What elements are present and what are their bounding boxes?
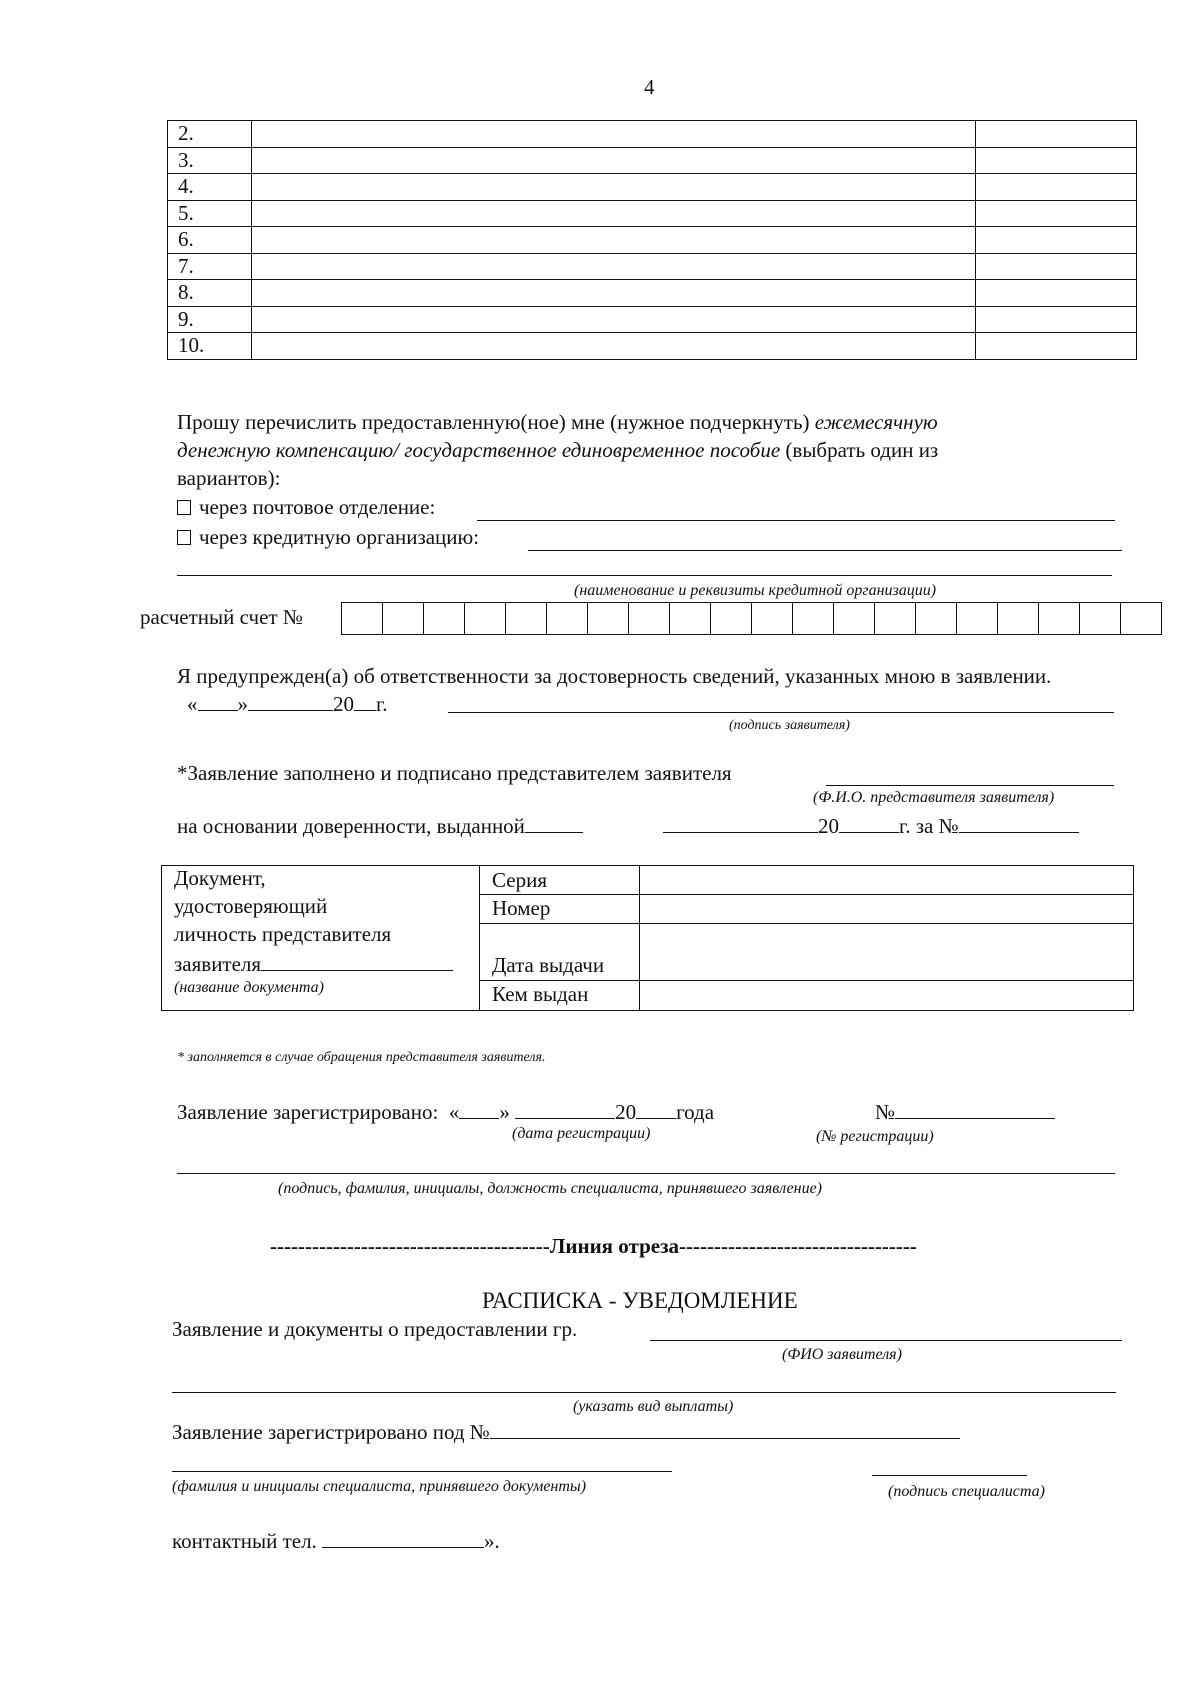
bank-checkbox[interactable] (177, 530, 191, 545)
row-description-cell[interactable] (252, 147, 976, 174)
account-digit-box[interactable] (383, 603, 424, 634)
row-value-cell[interactable] (976, 280, 1137, 307)
row-number: 6. (168, 227, 252, 254)
row-description-cell[interactable] (252, 306, 976, 333)
table-row (168, 333, 1137, 360)
specialist-name-line[interactable] (172, 1471, 672, 1472)
date-caption: (дата регистрации) (512, 1125, 651, 1142)
row-description-cell[interactable] (252, 174, 976, 201)
applicant-name-line[interactable] (650, 1340, 1122, 1341)
specialist-signature-line[interactable] (872, 1475, 1027, 1476)
row-description-cell[interactable] (252, 280, 976, 307)
row-value-cell[interactable] (976, 333, 1137, 360)
row-description-cell[interactable] (252, 121, 976, 148)
account-digit-box[interactable] (834, 603, 875, 634)
account-digit-box[interactable] (875, 603, 916, 634)
row-description-cell[interactable] (252, 333, 976, 360)
request-line-3: вариантов): (177, 466, 281, 490)
account-digit-box[interactable] (1039, 603, 1080, 634)
account-digit-box[interactable] (547, 603, 588, 634)
account-digit-box[interactable] (752, 603, 793, 634)
row-description-cell[interactable] (252, 227, 976, 254)
receipt-registered[interactable]: Заявление зарегистрировано под № (172, 1418, 960, 1445)
reg-number-caption: (№ регистрации) (816, 1128, 934, 1145)
account-digit-box[interactable] (711, 603, 752, 634)
account-digit-box[interactable] (793, 603, 834, 634)
issued-by-label: Кем выдан (492, 982, 589, 1006)
account-digit-box[interactable] (342, 603, 383, 634)
row-value-cell[interactable] (976, 253, 1137, 280)
receipt-fio-caption: (ФИО заявителя) (782, 1346, 902, 1363)
row-number: 4. (168, 174, 252, 201)
issue-date-label: Дата выдачи (492, 953, 605, 977)
row-number: 3. (168, 147, 252, 174)
row-number: 8. (168, 280, 252, 307)
contact-phone[interactable]: контактный тел. ». (172, 1529, 500, 1553)
row-value-cell[interactable] (976, 200, 1137, 227)
warning-text: Я предупрежден(а) об ответственности за достоверность сведений, указанных мною в заявлении. (177, 664, 1052, 688)
table-row (168, 121, 1137, 148)
footnote: * заполняется в случае обращения представителя заявителя. (177, 1050, 546, 1065)
row-description-cell[interactable] (252, 200, 976, 227)
signature-caption: (подпись заявителя) (729, 718, 850, 733)
doc-left-line-4: заявителя (174, 950, 453, 977)
receipt-specialist-caption: (фамилия и инициалы специалиста, принявшего документы) (172, 1478, 587, 1495)
doc-left-line-3: личность представителя (174, 922, 392, 946)
table-row (168, 147, 1137, 174)
option-post[interactable]: через почтовое отделение: (177, 495, 435, 520)
row-number: 2. (168, 121, 252, 148)
post-checkbox[interactable] (177, 500, 191, 515)
cut-line: ----------------------------------------Линия отреза---------------------------------- (270, 1234, 917, 1258)
table-row (168, 306, 1137, 333)
account-digit-box[interactable] (1080, 603, 1121, 634)
document-fields (480, 866, 640, 1010)
receipt-title: РАСПИСКА - УВЕДОМЛЕНИЕ (482, 1288, 798, 1313)
request-line-1: Прошу перечислить предоставленную(ное) мне (нужное подчеркнуть) ежемесячную (177, 410, 938, 434)
doc-left-line-1: Документ, (174, 866, 266, 890)
table-row (168, 253, 1137, 280)
representative-fio-line[interactable] (826, 785, 1114, 786)
account-digit-box[interactable] (506, 603, 547, 634)
row-number: 10. (168, 333, 252, 360)
specialist-line[interactable] (177, 1173, 1115, 1174)
account-digit-box[interactable] (998, 603, 1039, 634)
fio-caption: (Ф.И.О. представителя заявителя) (813, 789, 1055, 806)
account-digit-box[interactable] (588, 603, 629, 634)
bank-caption: (наименование и реквизиты кредитной организации) (574, 582, 937, 599)
account-digit-box[interactable] (1121, 603, 1162, 634)
receipt-signature-caption: (подпись специалиста) (888, 1483, 1045, 1500)
account-digit-box[interactable] (424, 603, 465, 634)
doc-left-line-2: удостоверяющий (174, 894, 328, 918)
table-row (168, 280, 1137, 307)
document-type-cell (162, 866, 480, 1010)
representative-text: *Заявление заполнено и подписано представителем заявителя (177, 761, 732, 785)
proxy-text: на основании доверенности, выданной (177, 812, 583, 839)
account-digit-box[interactable] (465, 603, 506, 634)
row-value-cell[interactable] (976, 121, 1137, 148)
account-digit-box[interactable] (670, 603, 711, 634)
receipt-line-1: Заявление и документы о предоставлении гр. (172, 1317, 578, 1341)
row-value-cell[interactable] (976, 147, 1137, 174)
row-description-cell[interactable] (252, 253, 976, 280)
bank-line[interactable] (528, 550, 1122, 551)
doc-name-caption: (название документа) (174, 979, 324, 996)
account-number-boxes[interactable] (341, 602, 1162, 635)
account-label: расчетный счет № (140, 605, 303, 629)
specialist-caption: (подпись, фамилия, инициалы, должность специалиста, принявшего заявление) (278, 1180, 822, 1197)
row-number: 7. (168, 253, 252, 280)
row-value-cell[interactable] (976, 306, 1137, 333)
items-table (167, 120, 1137, 360)
account-digit-box[interactable] (916, 603, 957, 634)
registration-line[interactable]: Заявление зарегистрировано: « » 20 года (177, 1100, 715, 1124)
registration-number[interactable]: № (875, 1098, 1055, 1125)
account-digit-box[interactable] (957, 603, 998, 634)
payment-type-line[interactable] (172, 1392, 1116, 1393)
table-row (168, 227, 1137, 254)
table-row (168, 174, 1137, 201)
post-line[interactable] (477, 520, 1115, 521)
table-row (168, 200, 1137, 227)
proxy-date[interactable]: 20 г. за № (663, 812, 1079, 839)
page-number: 4 (644, 75, 655, 99)
bank-details-line[interactable] (177, 575, 1112, 576)
applicant-signature-line[interactable] (448, 712, 1114, 713)
row-number: 5. (168, 200, 252, 227)
number-label: Номер (492, 896, 551, 920)
row-value-cell[interactable] (976, 227, 1137, 254)
row-value-cell[interactable] (976, 174, 1137, 201)
payment-caption: (указать вид выплаты) (573, 1398, 734, 1415)
warning-date[interactable]: « » 20 г. (187, 692, 388, 716)
row-number: 9. (168, 306, 252, 333)
request-line-2: денежную компенсацию/ государственное единовременное пособие (выбрать один из (177, 438, 939, 462)
account-digit-box[interactable] (629, 603, 670, 634)
representative-document-table (161, 865, 1134, 1011)
series-label: Серия (492, 868, 547, 892)
option-bank[interactable]: через кредитную организацию: (177, 525, 479, 550)
document-values[interactable] (640, 866, 1133, 1010)
